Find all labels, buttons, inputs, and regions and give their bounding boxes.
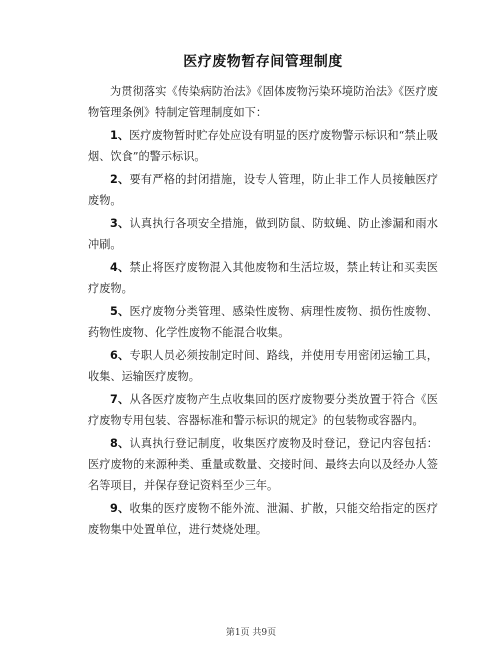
clause-number: 7、 bbox=[110, 393, 130, 406]
clause-number: 8、 bbox=[110, 437, 130, 450]
clause-text: 收集的医疗废物不能外流、泄漏、扩散，只能交给指定的医疗废物集中处置单位，进行焚烧处理。 bbox=[88, 502, 438, 536]
clause-8 bbox=[88, 433, 438, 496]
clause-text: 要有严格的封闭措施，设专人管理，防止非工作人员接触医疗废物。 bbox=[88, 173, 438, 207]
clause-text: 禁止将医疗废物混入其他废物和生活垃圾，禁止转让和买卖医疗废物。 bbox=[88, 261, 438, 295]
clause-number: 6、 bbox=[110, 349, 130, 362]
clause-text: 从各医疗废物产生点收集回的医疗废物要分类放置于符合《医疗废物专用包装、容器标准和警示标识的规定》的包装物或容器内。 bbox=[88, 393, 438, 427]
clause-number: 3、 bbox=[110, 217, 130, 230]
clause-1 bbox=[88, 125, 438, 167]
clause-text: 医疗废物暂时贮存处应设有明显的医疗废物警示标识和“禁止吸烟、饮食”的警示标识。 bbox=[88, 129, 438, 163]
clause-number: 9、 bbox=[110, 502, 130, 515]
clause-3 bbox=[88, 213, 438, 255]
clause-7 bbox=[88, 389, 438, 431]
clause-text: 医疗废物分类管理、感染性废物、病理性废物、损伤性废物、药物性废物、化学性废物不能混合收集。 bbox=[88, 305, 438, 339]
clause-2 bbox=[88, 169, 438, 211]
clause-text: 认真执行各项安全措施，做到防鼠、防蚊蝇、防止渗漏和雨水冲刷。 bbox=[88, 217, 438, 251]
clause-number: 2、 bbox=[110, 173, 130, 186]
clause-5 bbox=[88, 301, 438, 343]
clause-text: 认真执行登记制度，收集医疗废物及时登记，登记内容包括：医疗废物的来源种类、重量或数量、交接时间、最终去向以及经办人签名等项目，并保存登记资料至少三年。 bbox=[88, 437, 438, 492]
clause-number: 4、 bbox=[110, 261, 130, 274]
page-footer: 第1页 共9页 bbox=[225, 628, 277, 638]
clause-6 bbox=[88, 345, 438, 387]
clause-number: 5、 bbox=[110, 305, 130, 318]
clause-9 bbox=[88, 498, 438, 540]
clause-4 bbox=[88, 257, 438, 299]
intro-paragraph: 为贯彻落实《传染病防治法》《固体废物污染环境防治法》《医疗废物管理条例》特制定管理制度如下： bbox=[88, 85, 438, 119]
document-title: 医疗废物暂存间管理制度 bbox=[183, 54, 343, 70]
clause-number: 1、 bbox=[110, 129, 130, 142]
clause-text: 专职人员必须按制定时间、路线，并使用专用密闭运输工具，收集、运输医疗废物。 bbox=[88, 349, 438, 383]
